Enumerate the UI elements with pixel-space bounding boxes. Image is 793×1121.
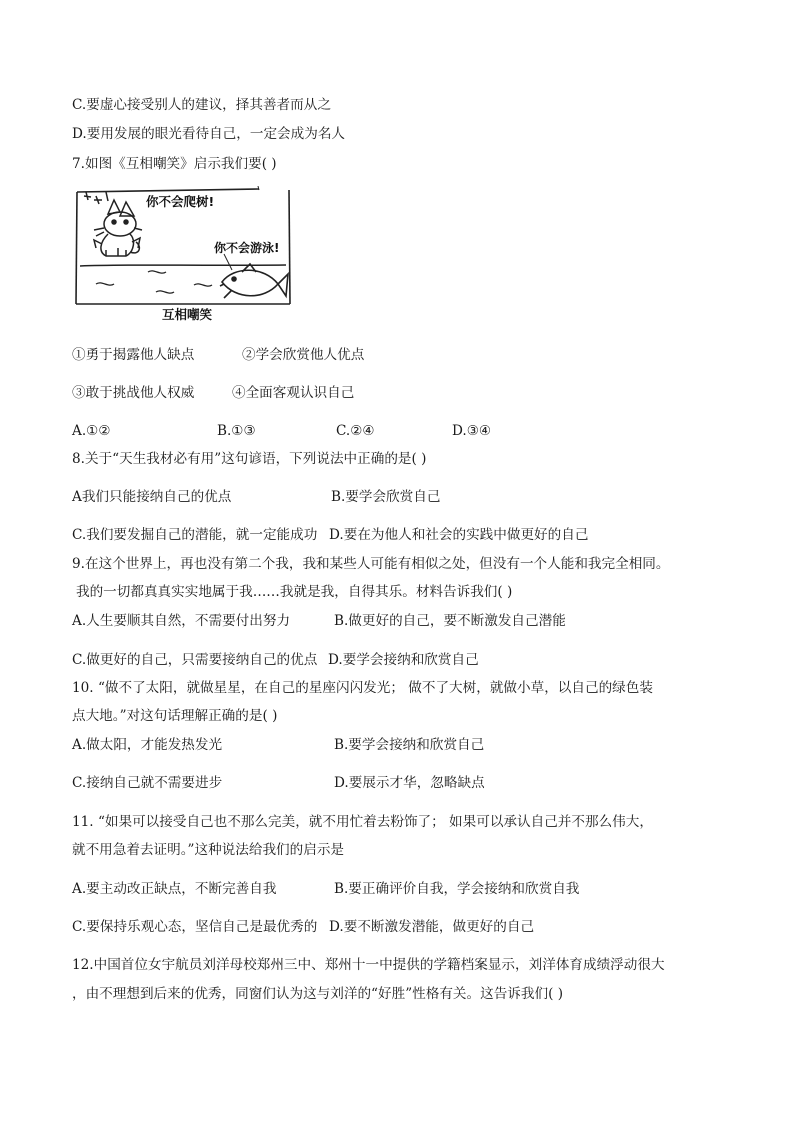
q11-option-c: C.要保持乐观心态，坚信自己是最优秀的: [72, 919, 318, 935]
q9-stem-line-2: 我的一切都真真实实地属于我……我就是我，自得其乐。材料告诉我们( ): [76, 584, 513, 600]
cat-speech-bubble-text: 你不会爬树!: [146, 194, 215, 209]
q10-option-a: A.做太阳，才能发热发光: [72, 737, 223, 753]
q7-statement-2: ②学会欣赏他人优点: [242, 347, 365, 363]
q8-option-c: C.我们要发掘自己的潜能，就一定能成功: [72, 527, 318, 543]
q12-stem-line-1: 12.中国首位女宇航员刘洋母校郑州三中、郑州十一中提供的学籍档案显示，刘洋体育成绩浮动很大: [72, 957, 665, 973]
fish-speech-bubble-text: 你不会游泳!: [214, 241, 280, 255]
q11-option-a: A.要主动改正缺点，不断完善自我: [72, 881, 277, 897]
q8-stem: 8.关于“天生我材必有用”这句谚语，下列说法中正确的是( ): [72, 451, 427, 467]
q7-option-b: B.①③: [217, 423, 256, 439]
q7-statement-3: ③敢于挑战他人权威: [72, 385, 195, 401]
q7-option-c: C.②④: [336, 423, 375, 439]
q11-stem-line-2: 就不用急着去证明。”这种说法给我们的启示是: [72, 842, 345, 858]
q10-option-c: C.接纳自己就不需要进步: [72, 775, 223, 791]
q10-option-d: D.要展示才华，忽略缺点: [334, 775, 485, 791]
q10-stem-line-1: 10. “做不了太阳，就做星星，在自己的星座闪闪发光； 做不了大树，就做小草，以自己的绿色装: [72, 680, 653, 696]
q8-option-d: D.要在为他人和社会的实践中做更好的自己: [329, 527, 589, 543]
q10-option-b: B.要学会接纳和欣赏自己: [334, 737, 485, 753]
cat-drawing: [84, 192, 142, 256]
q6-option-c: C.要虚心接受别人的建议，择其善者而从之: [72, 97, 331, 113]
q9-option-a: A.人生要顺其自然，不需要付出努力: [72, 613, 291, 629]
q11-option-b: B.要正确评价自我，学会接纳和欣赏自我: [334, 881, 580, 897]
q9-option-c: C.做更好的自己，只需要接纳自己的优点: [72, 652, 318, 668]
cartoon-drawing: [74, 186, 296, 326]
q7-option-a: A.①②: [72, 423, 111, 439]
q8-option-a: A我们只能接纳自己的优点: [72, 489, 232, 505]
q11-stem-line-1: 11. “如果可以接受自己也不那么完美，就不用忙着去粉饰了； 如果可以承认自己并不那么伟大，: [72, 814, 653, 830]
q11-option-d: D.要不断激发潜能，做更好的自己: [329, 919, 535, 935]
cartoon-caption: 互相嘲笑: [162, 307, 213, 322]
q6-option-d: D.要用发展的眼光看待自己，一定会成为名人: [72, 126, 346, 142]
q12-stem-line-2: ，由不理想到后来的优秀，同窗们认为这与刘洋的“好胜”性格有关。这告诉我们( ): [72, 986, 564, 1002]
q7-stem: 7.如图《互相嘲笑》启示我们要( ): [72, 156, 277, 172]
q9-option-b: B.做更好的自己，要不断激发自己潜能: [334, 613, 566, 629]
q8-option-b: B.要学会欣赏自己: [331, 489, 441, 505]
q10-stem-line-2: 点大地。”对这句话理解正确的是( ): [72, 708, 278, 724]
fish-drawing: [220, 264, 288, 298]
q7-statement-1: ①勇于揭露他人缺点: [72, 347, 195, 363]
mutual-mockery-cartoon: [74, 186, 296, 326]
q9-stem-line-1: 9.在这个世界上，再也没有第二个我，我和某些人可能有相似之处，但没有一个人能和我完全相同。: [72, 556, 670, 572]
q7-statement-4: ④全面客观认识自己: [232, 385, 355, 401]
q7-option-d: D.③④: [452, 423, 492, 439]
q9-option-d: D.要学会接纳和欣赏自己: [328, 652, 479, 668]
